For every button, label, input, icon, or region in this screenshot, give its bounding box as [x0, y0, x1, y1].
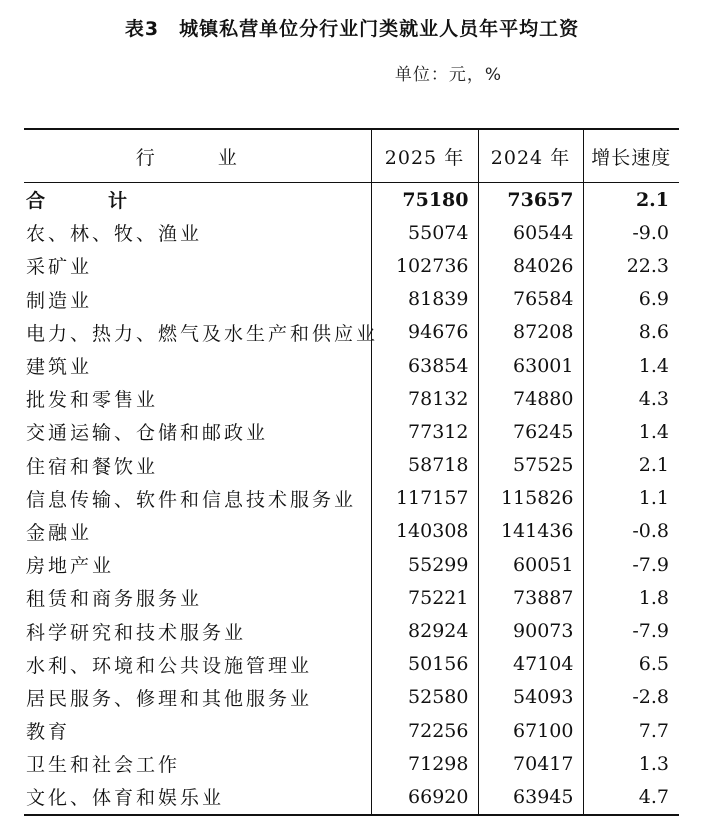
industry-cell: 农、林、牧、渔业: [26, 223, 203, 246]
growth-cell: -0.8: [583, 515, 679, 548]
wage-2024-cell: 87208: [478, 316, 583, 349]
wage-2024-cell: 76245: [478, 415, 583, 448]
growth-cell: 4.7: [583, 780, 679, 814]
wage-2024-cell: 73657: [478, 183, 583, 217]
header-2025: 2025 年: [371, 129, 478, 183]
table-row: [24, 548, 679, 581]
industry-cell: 批发和零售业: [26, 389, 159, 412]
industry-cell: 科学研究和技术服务业: [26, 621, 247, 644]
industry-cell: 住宿和餐饮业: [26, 455, 159, 478]
table-header: [24, 129, 679, 183]
header-growth: 增长速度: [583, 129, 679, 183]
wage-2024-cell: 60544: [478, 216, 583, 249]
industry-cell: 租赁和商务服务业: [26, 588, 203, 611]
wage-2025-cell: 71298: [371, 747, 478, 780]
industry-cell: 教育: [26, 721, 71, 744]
wage-2025-cell: 55299: [371, 548, 478, 581]
wage-2025-cell: 77312: [371, 415, 478, 448]
wage-2024-cell: 54093: [478, 681, 583, 714]
growth-cell: -7.9: [583, 614, 679, 647]
wage-2025-cell: 117157: [371, 482, 478, 515]
header-row: [24, 129, 679, 183]
table-title-text: 城镇私营单位分行业门类就业人员年平均工资: [179, 18, 580, 40]
wage-2024-cell: 84026: [478, 249, 583, 282]
wage-2025-cell: 50156: [371, 648, 478, 681]
wage-2025-cell: 94676: [371, 316, 478, 349]
industry-cell: 建筑业: [26, 356, 93, 379]
table-row: [24, 482, 679, 515]
growth-cell: 1.1: [583, 482, 679, 515]
growth-cell: 4.3: [583, 382, 679, 415]
industry-cell: 合 计: [26, 190, 150, 213]
table-row: [24, 249, 679, 282]
wage-2025-cell: 78132: [371, 382, 478, 415]
wage-2025-cell: 66920: [371, 780, 478, 814]
table-row: [24, 681, 679, 714]
table-row: [24, 216, 679, 249]
growth-cell: 7.7: [583, 714, 679, 747]
industry-cell: 金融业: [26, 521, 93, 544]
growth-cell: -7.9: [583, 548, 679, 581]
growth-cell: 6.5: [583, 648, 679, 681]
growth-cell: 8.6: [583, 316, 679, 349]
table-row: [24, 581, 679, 614]
wage-2024-cell: 73887: [478, 581, 583, 614]
wage-2024-cell: 115826: [478, 482, 583, 515]
wage-2025-cell: 81839: [371, 283, 478, 316]
table-row: [24, 449, 679, 482]
wage-table: [24, 128, 679, 816]
table-row: [24, 316, 679, 349]
table-row: [24, 614, 679, 647]
industry-cell: 信息传输、软件和信息技术服务业: [26, 488, 357, 511]
table-row: [24, 283, 679, 316]
growth-cell: 1.4: [583, 349, 679, 382]
growth-cell: 1.8: [583, 581, 679, 614]
industry-cell: 电力、热力、燃气及水生产和供应业: [26, 322, 379, 345]
growth-cell: 2.1: [583, 449, 679, 482]
table-row: [24, 747, 679, 780]
wage-2025-cell: 140308: [371, 515, 478, 548]
table-number: 表3: [124, 18, 160, 40]
wage-2024-cell: 47104: [478, 648, 583, 681]
table-row: [24, 382, 679, 415]
growth-cell: 1.4: [583, 415, 679, 448]
wage-2025-cell: 102736: [371, 249, 478, 282]
industry-cell: 文化、体育和娱乐业: [24, 780, 371, 814]
industry-cell: 卫生和社会工作: [26, 754, 181, 777]
unit-note: 单位：元，%: [394, 65, 502, 85]
wage-2025-cell: 75221: [371, 581, 478, 614]
wage-2025-cell: 75180: [371, 183, 478, 217]
wage-2024-cell: 141436: [478, 515, 583, 548]
table-body: [24, 183, 679, 815]
total-row: [24, 183, 679, 217]
growth-cell: -9.0: [583, 216, 679, 249]
wage-2024-cell: 60051: [478, 548, 583, 581]
wage-2024-cell: 76584: [478, 283, 583, 316]
wage-2024-cell: 63001: [478, 349, 583, 382]
wage-2024-cell: 63945: [478, 780, 583, 814]
industry-cell: 水利、环境和公共设施管理业: [26, 654, 313, 677]
growth-cell: 1.3: [583, 747, 679, 780]
growth-cell: -2.8: [583, 681, 679, 714]
wage-2025-cell: 63854: [371, 349, 478, 382]
industry-cell: 制造业: [26, 289, 93, 312]
growth-cell: 6.9: [583, 283, 679, 316]
wage-2024-cell: 90073: [478, 614, 583, 647]
wage-2025-cell: 55074: [371, 216, 478, 249]
wage-2024-cell: 57525: [478, 449, 583, 482]
industry-cell: 居民服务、修理和其他服务业: [26, 687, 313, 710]
table-row: [24, 648, 679, 681]
wage-2025-cell: 82924: [371, 614, 478, 647]
wage-2024-cell: 67100: [478, 714, 583, 747]
wage-2025-cell: 52580: [371, 681, 478, 714]
industry-cell: 交通运输、仓储和邮政业: [26, 422, 269, 445]
table-title: [0, 14, 704, 41]
table-row: [24, 780, 679, 814]
header-industry: 行 业: [24, 129, 371, 183]
wage-2024-cell: 74880: [478, 382, 583, 415]
growth-cell: 2.1: [583, 183, 679, 217]
industry-cell: 房地产业: [26, 555, 115, 578]
industry-cell: 采矿业: [26, 256, 93, 279]
table-row: [24, 714, 679, 747]
wage-2025-cell: 58718: [371, 449, 478, 482]
growth-cell: 22.3: [583, 249, 679, 282]
table-row: [24, 515, 679, 548]
header-2024: 2024 年: [478, 129, 583, 183]
table-row: [24, 415, 679, 448]
wage-2025-cell: 72256: [371, 714, 478, 747]
table-row: [24, 349, 679, 382]
wage-2024-cell: 70417: [478, 747, 583, 780]
